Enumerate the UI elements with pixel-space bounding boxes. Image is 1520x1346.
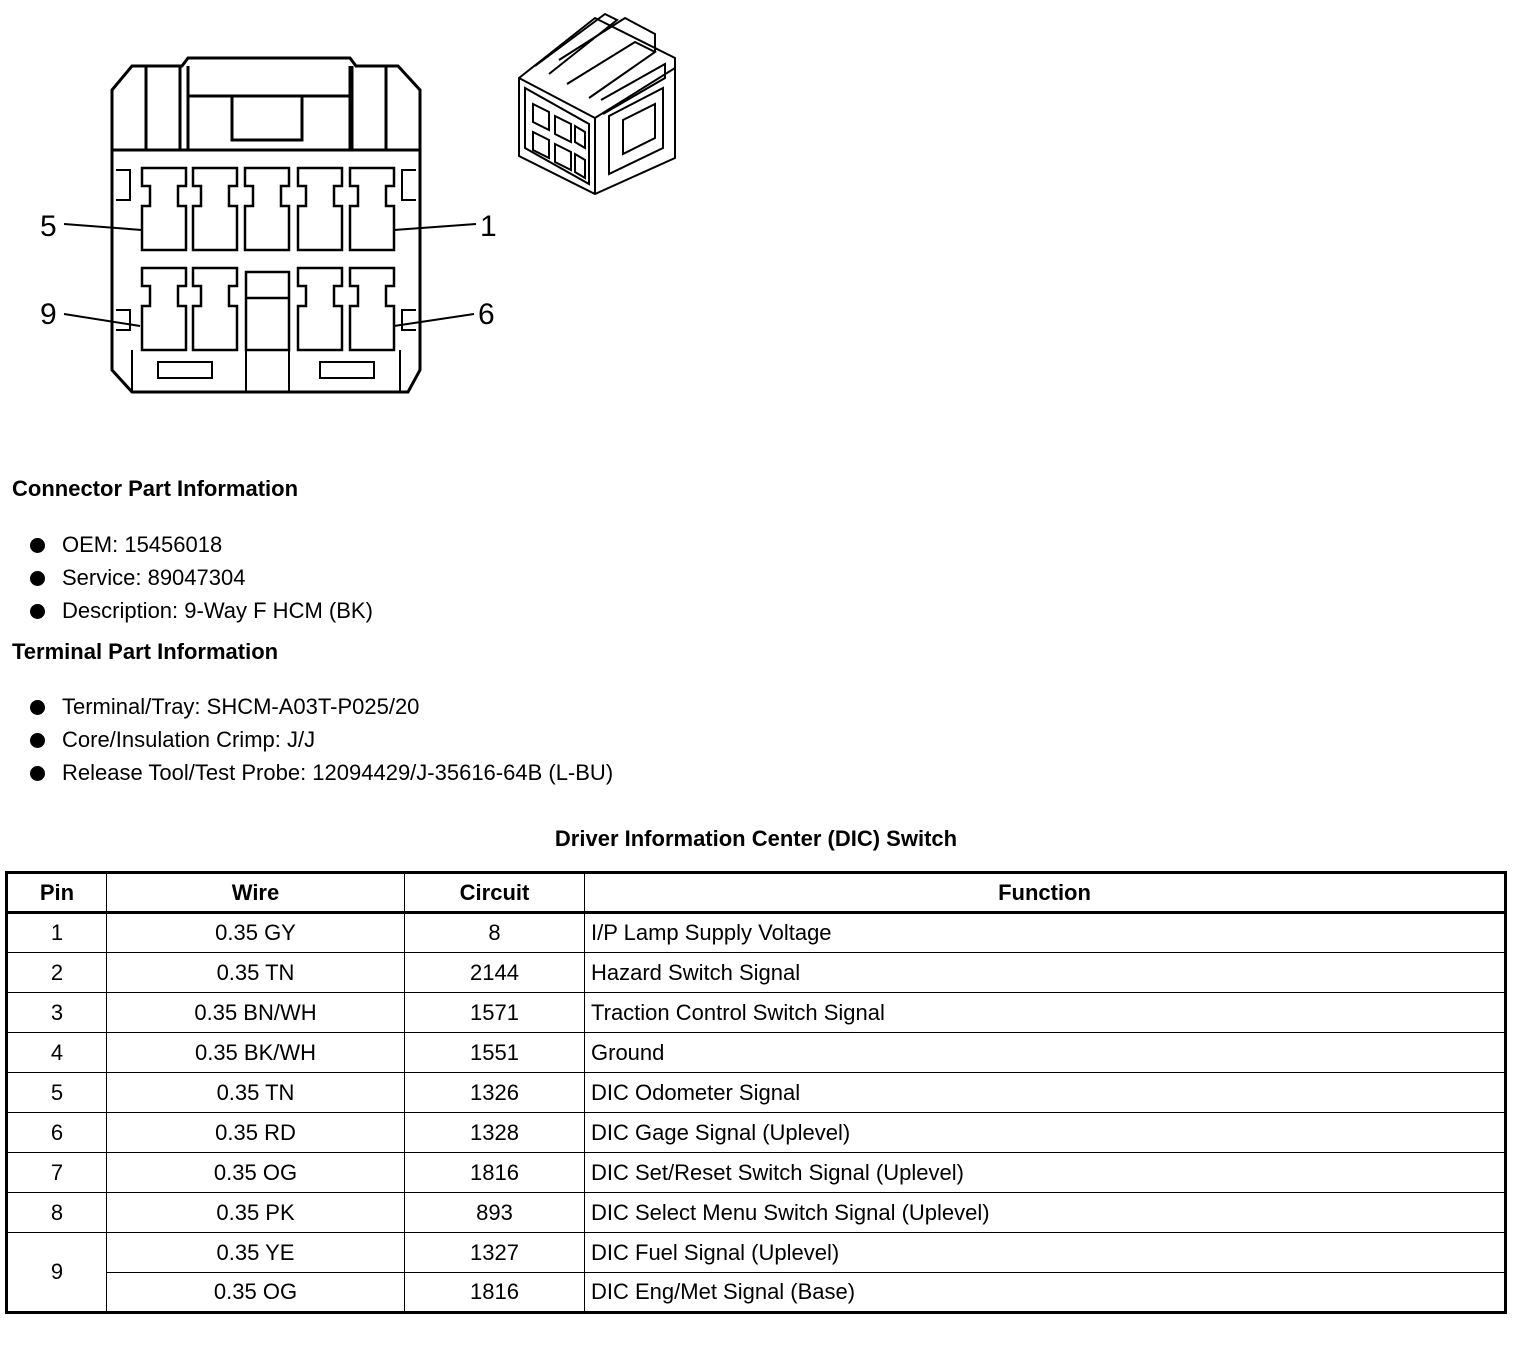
circuit-cell: 893 [405, 1193, 585, 1233]
pin-label-1: 1 [480, 210, 497, 243]
wire-cell: 0.35 OG [107, 1153, 405, 1193]
table-title: Driver Information Center (DIC) Switch [554, 826, 958, 851]
bullet-icon [30, 604, 45, 619]
list-item [30, 690, 613, 723]
circuit-cell: 8 [405, 913, 585, 953]
wire-cell: 0.35 PK [107, 1193, 405, 1233]
table-row [7, 993, 1506, 1033]
table-row [7, 1033, 1506, 1073]
bullet-icon [30, 538, 45, 553]
wire-cell: 0.35 OG [107, 1273, 405, 1313]
table-row [7, 1073, 1506, 1113]
wire-cell: 0.35 RD [107, 1113, 405, 1153]
circuit-cell: 1551 [405, 1033, 585, 1073]
column-header-function: Function [585, 873, 1506, 913]
pin-cell: 7 [7, 1153, 107, 1193]
connector-housing [112, 58, 420, 392]
function-cell: DIC Eng/Met Signal (Base) [585, 1273, 1506, 1313]
list-item-text: Release Tool/Test Probe: 12094429/J-35616-64B (L-BU) [62, 760, 614, 785]
pin-label-5: 5 [40, 210, 57, 243]
pin-label-9: 9 [40, 298, 57, 331]
cavity-row-top [142, 168, 394, 250]
pin-cell: 9 [7, 1233, 107, 1313]
bullet-icon [30, 733, 45, 748]
list-item-text: Core/Insulation Crimp: J/J [62, 727, 316, 752]
table-row [7, 1273, 1506, 1313]
function-cell: DIC Fuel Signal (Uplevel) [585, 1233, 1506, 1273]
list-item-text: Terminal/Tray: SHCM-A03T-P025/20 [62, 694, 420, 719]
pin-cell: 5 [7, 1073, 107, 1113]
wire-cell: 0.35 BN/WH [107, 993, 405, 1033]
pinout-table [5, 871, 1507, 1314]
column-header-circuit: Circuit [405, 873, 585, 913]
function-cell: DIC Select Menu Switch Signal (Uplevel) [585, 1193, 1506, 1233]
leader-line-6 [394, 314, 474, 326]
bullet-icon [30, 766, 45, 781]
pin-cell: 4 [7, 1033, 107, 1073]
list-item-text: OEM: 15456018 [62, 532, 223, 557]
leader-line-9 [64, 314, 140, 326]
list-item [30, 528, 373, 561]
column-header-pin: Pin [7, 873, 107, 913]
list-item [30, 561, 373, 594]
pin-cell: 1 [7, 913, 107, 953]
circuit-cell: 1326 [405, 1073, 585, 1113]
pin-cell: 8 [7, 1193, 107, 1233]
table-row [7, 913, 1506, 953]
list-item [30, 756, 613, 789]
function-cell: DIC Gage Signal (Uplevel) [585, 1113, 1506, 1153]
circuit-cell: 1816 [405, 1273, 585, 1313]
list-item-text: Description: 9-Way F HCM (BK) [62, 598, 373, 623]
circuit-cell: 1327 [405, 1233, 585, 1273]
list-item [30, 594, 373, 627]
connector-isometric-image [505, 8, 685, 198]
pin-cell: 2 [7, 953, 107, 993]
function-cell: I/P Lamp Supply Voltage [585, 913, 1506, 953]
function-cell: Ground [585, 1033, 1506, 1073]
leader-line-5 [64, 224, 142, 230]
wire-cell: 0.35 BK/WH [107, 1033, 405, 1073]
wire-cell: 0.35 YE [107, 1233, 405, 1273]
table-row [7, 953, 1506, 993]
function-cell: Traction Control Switch Signal [585, 993, 1506, 1033]
pin-cell: 3 [7, 993, 107, 1033]
table-row [7, 1153, 1506, 1193]
list-item [30, 723, 613, 756]
connector-face-diagram [0, 0, 500, 410]
circuit-cell: 1328 [405, 1113, 585, 1153]
wire-cell: 0.35 TN [107, 1073, 405, 1113]
connector-info-list [30, 528, 373, 627]
bullet-icon [30, 700, 45, 715]
wire-cell: 0.35 GY [107, 913, 405, 953]
circuit-cell: 1816 [405, 1153, 585, 1193]
table-row [7, 1233, 1506, 1273]
pin-label-6: 6 [478, 298, 495, 331]
circuit-cell: 1571 [405, 993, 585, 1033]
terminal-info-heading: Terminal Part Information [12, 639, 279, 664]
bullet-icon [30, 571, 45, 586]
cavity-row-bottom [142, 268, 394, 350]
connector-info-heading: Connector Part Information [12, 476, 299, 501]
circuit-cell: 2144 [405, 953, 585, 993]
table-row [7, 1113, 1506, 1153]
wire-cell: 0.35 TN [107, 953, 405, 993]
table-row [7, 1193, 1506, 1233]
list-item-text: Service: 89047304 [62, 565, 246, 590]
function-cell: DIC Odometer Signal [585, 1073, 1506, 1113]
function-cell: DIC Set/Reset Switch Signal (Uplevel) [585, 1153, 1506, 1193]
leader-line-1 [394, 224, 476, 230]
function-cell: Hazard Switch Signal [585, 953, 1506, 993]
terminal-info-list [30, 690, 613, 789]
pin-cell: 6 [7, 1113, 107, 1153]
column-header-wire: Wire [107, 873, 405, 913]
table-header-row [7, 873, 1506, 913]
